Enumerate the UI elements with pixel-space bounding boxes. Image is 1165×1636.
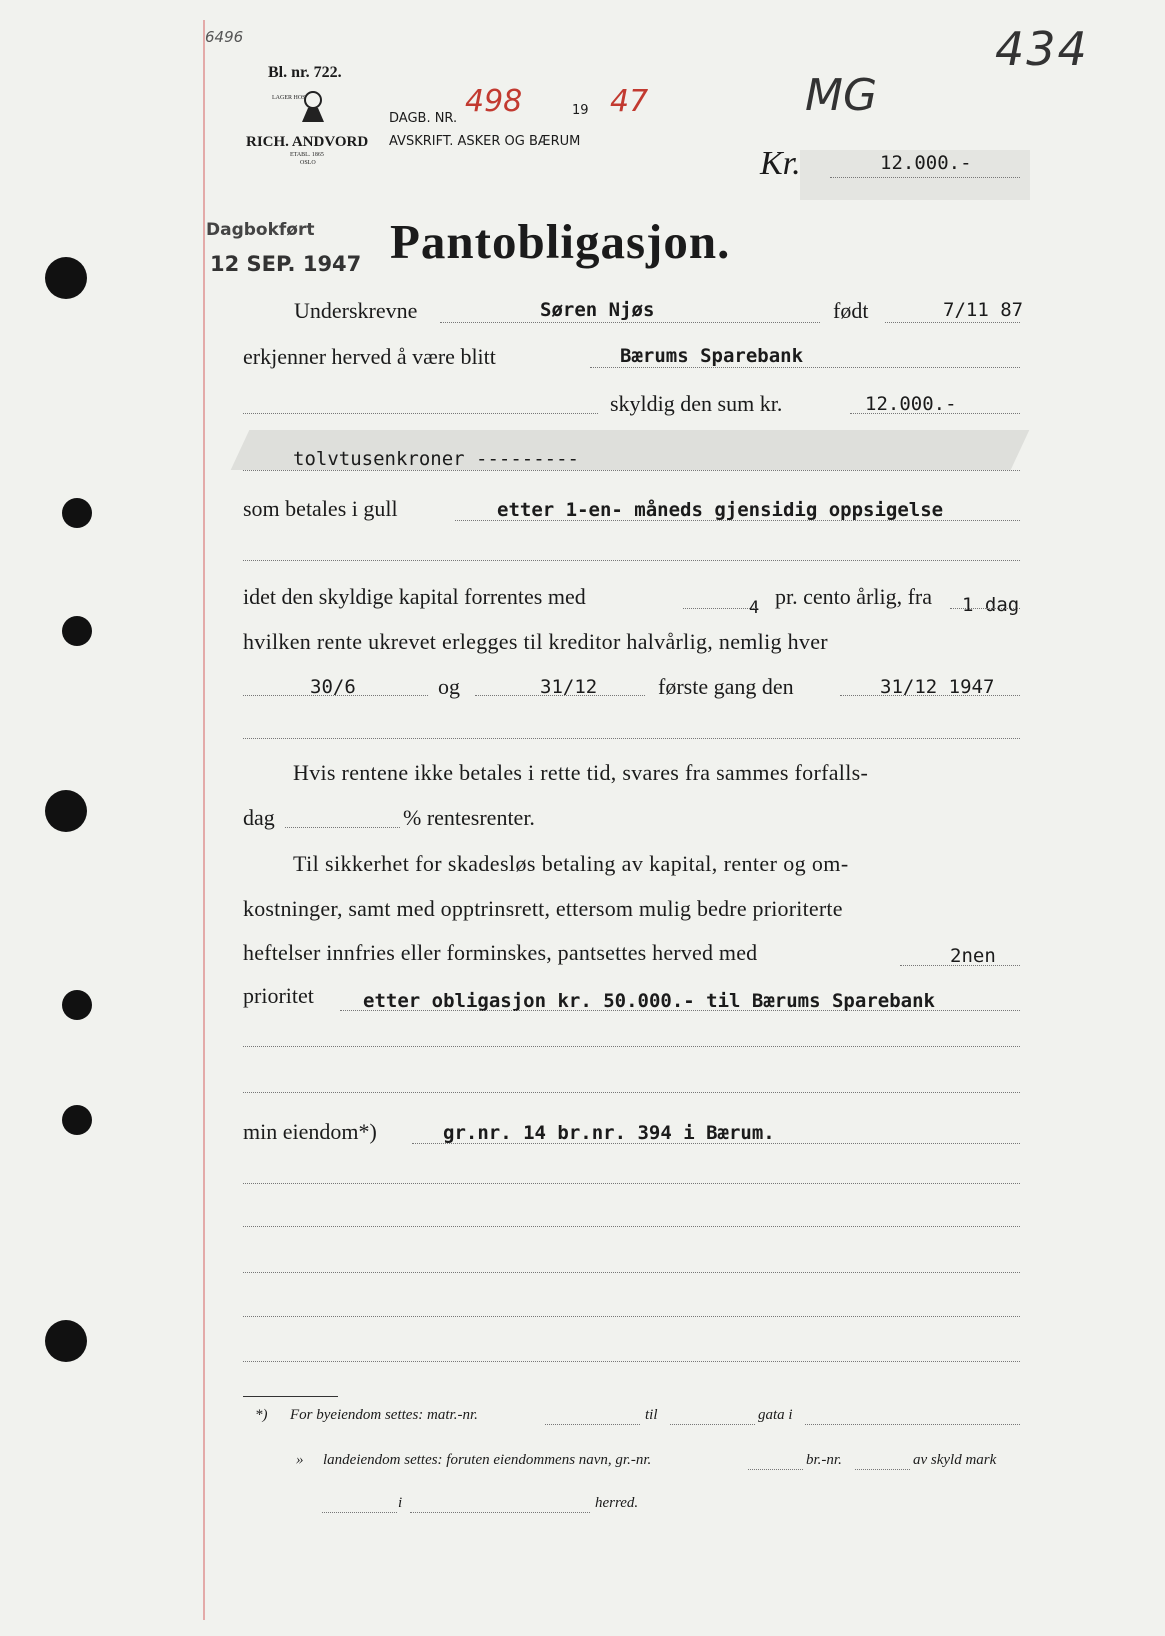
- blank-line: [243, 1183, 1020, 1184]
- blank-line: [243, 1046, 1020, 1047]
- owes-line: [850, 413, 1020, 414]
- document-title: Pantobligasjon.: [390, 214, 731, 269]
- punch-hole: [45, 790, 87, 832]
- gold-label: som betales i gull: [243, 496, 398, 521]
- dagb-handwritten-year: 47: [610, 84, 649, 119]
- footnote-line: [545, 1424, 640, 1425]
- creditor-line: [590, 367, 1020, 368]
- footnote-mark: *): [255, 1407, 268, 1423]
- amount-value: 12.000.-: [880, 152, 972, 174]
- blank-line: [243, 1226, 1020, 1227]
- form-number: Bl. nr. 722.: [268, 64, 342, 81]
- punch-hole: [45, 257, 87, 299]
- late-line: Hvis rentene ikke betales i rette tid, svares fra sammes forfalls-: [293, 760, 869, 785]
- margin-rule: [203, 20, 205, 1620]
- footnote-line3-b: herred.: [595, 1495, 639, 1511]
- born-date: 7/11 87: [943, 299, 1024, 321]
- undersigned-name: Søren Njøs: [540, 299, 655, 321]
- blank-line: [243, 1361, 1020, 1362]
- amount-words-line: [243, 470, 1020, 471]
- date-one-line: [243, 695, 428, 696]
- publisher-small-top: LAGER HOS: [272, 95, 306, 101]
- date-one: 30/6: [310, 676, 356, 698]
- footnote-line1-a: For byeiendom settes: matr.-nr.: [290, 1407, 478, 1423]
- priority-value: 2nen: [950, 945, 996, 967]
- security-line-1: Til sikkerhet for skadesløs betaling av kapital, renter og om-: [293, 851, 849, 876]
- footnote-line2-c: av skyld mark: [913, 1452, 997, 1468]
- punch-hole: [62, 1105, 92, 1135]
- footnote-line: [670, 1424, 755, 1425]
- priority-label: prioritet: [243, 983, 314, 1008]
- owes-label: skyldig den sum kr.: [610, 391, 783, 416]
- priority-line: [340, 1010, 1020, 1011]
- dag-label: dag: [243, 805, 275, 830]
- footnote-mark-2: »: [296, 1452, 304, 1468]
- footnote-line3-a: i: [398, 1495, 403, 1511]
- margin-note: 6496: [205, 28, 244, 46]
- footnote-line: [322, 1512, 397, 1513]
- security-line-3: heftelser innfries eller forminskes, pantsettes herved med: [243, 940, 758, 965]
- punch-hole: [62, 990, 92, 1020]
- footnote-line1-b: til: [645, 1407, 658, 1423]
- dag-line: [285, 827, 400, 828]
- amount-label: Kr.: [760, 145, 801, 182]
- blank-line: [243, 413, 598, 414]
- blank-line: [243, 560, 1020, 561]
- born-label: født: [833, 298, 869, 323]
- footnote-line: [748, 1469, 803, 1470]
- date-two: 31/12: [540, 676, 598, 698]
- footnote-rule: [243, 1396, 338, 1397]
- interest-from-line: [950, 608, 1020, 609]
- first-time-label: første gang den: [658, 674, 794, 699]
- blank-line: [243, 1316, 1020, 1317]
- amount-line: [830, 177, 1020, 178]
- halfyear-line: hvilken rente ukrevet erlegges til kreditor halvårlig, nemlig hver: [243, 629, 828, 654]
- interest-rate-line: [683, 608, 758, 609]
- interest-rate: 4: [749, 598, 760, 618]
- page-number: 434: [995, 22, 1089, 76]
- publisher-emblem-icon: [296, 88, 330, 124]
- publisher-name: RICH. ANDVORD: [246, 134, 369, 150]
- born-line: [885, 322, 1020, 323]
- acknowledge-label: erkjenner herved å være blitt: [243, 344, 496, 369]
- footnote-line2-a: landeiendom settes: foruten eiendommens navn, gr.-nr.: [323, 1452, 652, 1468]
- footnote-line: [410, 1512, 590, 1513]
- avskrift-label: AVSKRIFT. ASKER OG BÆRUM: [389, 134, 581, 149]
- footnote-line2-b: br.-nr.: [806, 1452, 842, 1468]
- creditor-name: Bærums Sparebank: [620, 345, 804, 367]
- first-date-line: [840, 695, 1020, 696]
- interest-rate-suffix: pr. cento årlig, fra: [775, 584, 932, 609]
- property-label: min eiendom*): [243, 1119, 377, 1144]
- penalty-label: % rentesrenter.: [403, 805, 535, 830]
- owes-amount: 12.000.-: [865, 393, 957, 415]
- property-text: gr.nr. 14 br.nr. 394 i Bærum.: [443, 1122, 775, 1144]
- initials: MG: [805, 70, 878, 121]
- dagb-label: DAGB. NR.: [389, 111, 458, 126]
- interest-label: idet den skyldige kapital forrentes med: [243, 584, 586, 609]
- gold-line: [455, 520, 1020, 521]
- blank-line: [243, 1272, 1020, 1273]
- footnote-line1-c: gata i: [758, 1407, 793, 1423]
- punch-hole: [62, 616, 92, 646]
- blank-line: [243, 1092, 1020, 1093]
- stamp-date: 12 SEP. 1947: [210, 252, 362, 276]
- priority-value-line: [900, 965, 1020, 966]
- date-two-line: [475, 695, 645, 696]
- blank-line: [243, 738, 1020, 739]
- og-label: og: [438, 674, 460, 699]
- publisher-city: OSLO: [300, 160, 316, 166]
- footnote-line: [855, 1469, 910, 1470]
- first-date: 31/12 1947: [880, 676, 995, 698]
- stamp-line1: Dagbokført: [206, 220, 315, 240]
- amount-words: tolvtusenkroner ---------: [293, 448, 579, 470]
- security-line-2: kostninger, samt med opptrinsrett, ettersom mulig bedre prioriterte: [243, 896, 843, 921]
- gold-terms: etter 1-en- måneds gjensidig oppsigelse: [497, 499, 944, 521]
- undersigned-line: [440, 322, 820, 323]
- punch-hole: [62, 498, 92, 528]
- property-line: [412, 1143, 1020, 1144]
- dagb-handwritten-number: 498: [465, 84, 523, 119]
- priority-text: etter obligasjon kr. 50.000.- til Bærums Sparebank: [363, 990, 935, 1012]
- publisher-est: ETABL. 1865: [290, 152, 324, 158]
- undersigned-label: Underskrevne: [294, 298, 418, 323]
- interest-from: 1 dag: [962, 594, 1020, 616]
- dagb-year-label: 19: [572, 103, 589, 118]
- punch-hole: [45, 1320, 87, 1362]
- footnote-line: [805, 1424, 1020, 1425]
